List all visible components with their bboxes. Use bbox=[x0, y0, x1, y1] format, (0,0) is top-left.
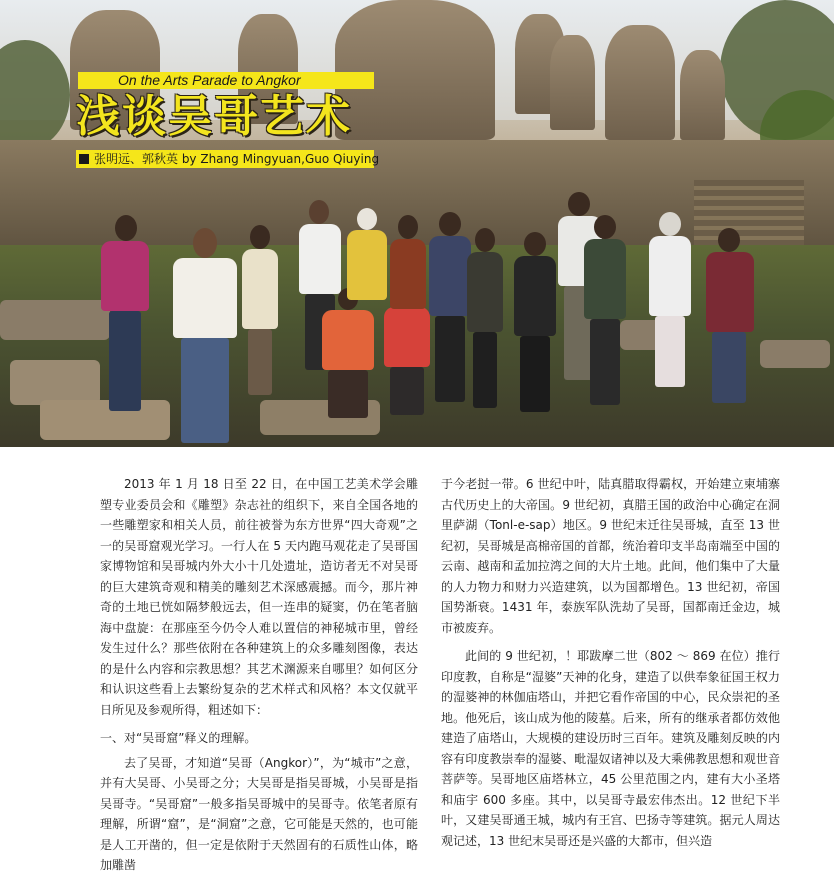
english-subtitle-band bbox=[78, 72, 374, 89]
paragraph: 于今老挝一带。6 世纪中叶，陆真腊取得霸权，开始建立柬埔寨古代历史上的大帝国。9 世纪初，真腊王国的政治中心确定在洞里萨湖（Tonl-e-sap）地区。9 世纪末迁往吴哥城，直至 13 世纪初，吴哥城是高棉帝国的首都，统治着印支半岛南端至中国的云南、越南和孟加拉湾之间的大片土地。此间，他们集中了大量的人力物力和财力兴造建筑，以为国都增色。13 世纪初，帝国国势渐衰。1431 年，泰族军队洗劫了吴哥，国都南迁金边，城市被废弃。 bbox=[441, 477, 780, 635]
person bbox=[580, 215, 630, 405]
rubble-stone bbox=[760, 340, 830, 368]
author-band bbox=[76, 150, 380, 168]
person bbox=[700, 228, 760, 403]
article-column-right bbox=[441, 474, 780, 851]
person bbox=[465, 228, 505, 408]
temple-tower bbox=[335, 0, 495, 140]
temple-tower bbox=[605, 25, 675, 140]
paragraph: 2013 年 1 月 18 日至 22 日，在中国工艺美术学会雕塑专业委员会和《雕塑》杂志社的组织下，来自全国各地的一些雕塑家和相关人员，前往被誉为东方世界“四大奇观”之一的吴哥窟观光学习。一行人在 5 天内跑马观花走了吴哥国家博物馆和吴哥城内外大小十几处遗址，造访者无不对吴哥的巨大建筑奇观和精美的雕刻艺术深感震撼。而今，那片神奇的土地已恍如隔梦般远去，但一连串的疑窦，仍在笔者脑海中盘旋：在那座至今仍令人难以置信的神秘城市里，曾经发生过什么？那些依附在各种建筑上的众多雕刻图像，表达的是什么内容和宗教思想？其艺术渊源来自哪里？如何区分和认识这些看上去繁纷复杂的艺术样式和风格？本文仅就平日所见及参观所得，粗述如下： bbox=[100, 477, 418, 717]
square-bullet-icon bbox=[79, 154, 89, 164]
english-subtitle: On the Arts Parade to Angkor bbox=[118, 72, 301, 88]
paragraph: 此间的 9 世纪初，！耶跋摩二世（802 ～ 869 在位）推行印度教，自称是“湿婆”天神的化身，建造了以供奉象征国王权力的湿婆神的林伽庙塔山，并把它看作帝国的中心，民众崇祀的圣地。他死后，该山成为他的陵墓。后来，所有的继承者都仿效他建造了庙塔山，大规模的建设历时三百年。建筑及雕刻反映的内容有印度教崇奉的湿婆、毗湿奴诸神以及大乘佛教思想和观世音菩萨等。吴哥地区庙塔林立，45 公里范围之内，建有大小圣塔和庙宇 600 多座。其中，以吴哥寺最宏伟杰出。12 世纪下半叶，又建吴哥通王城，城内有王宫、巴扬寺等建筑。据元人周达观记述，13 世纪末吴哥还是兴盛的大都市，但兴造 bbox=[441, 649, 780, 848]
person bbox=[240, 225, 280, 395]
paragraph: 去了吴哥，才知道“吴哥（Angkor）”，为“城市”之意，并有大吴哥、小吴哥之分；大吴哥是指吴哥城，小吴哥是指吴哥寺。“吴哥窟”一般多指吴哥城中的吴哥寺。依笔者原有理解，所谓“窟”，是“洞窟”之意，它可能是天然的，也可能是人工开凿的，但一定是依附于天然固有的石质性山体，略加雕凿 bbox=[100, 755, 418, 872]
person bbox=[165, 228, 245, 443]
rubble-stone bbox=[0, 300, 110, 340]
temple-tower bbox=[680, 50, 725, 140]
article-title: 浅谈吴哥艺术 bbox=[76, 91, 352, 142]
rubble-stone bbox=[10, 360, 100, 405]
section-heading: 一、对“吴哥窟”释义的理解。 bbox=[100, 731, 257, 745]
person bbox=[95, 215, 155, 415]
article-column-left bbox=[100, 474, 418, 876]
author-line: 张明远、郭秋英 by Zhang Mingyuan,Guo Qiuying bbox=[94, 152, 380, 166]
temple-tower bbox=[550, 35, 595, 130]
person bbox=[388, 215, 428, 315]
person bbox=[645, 212, 695, 387]
